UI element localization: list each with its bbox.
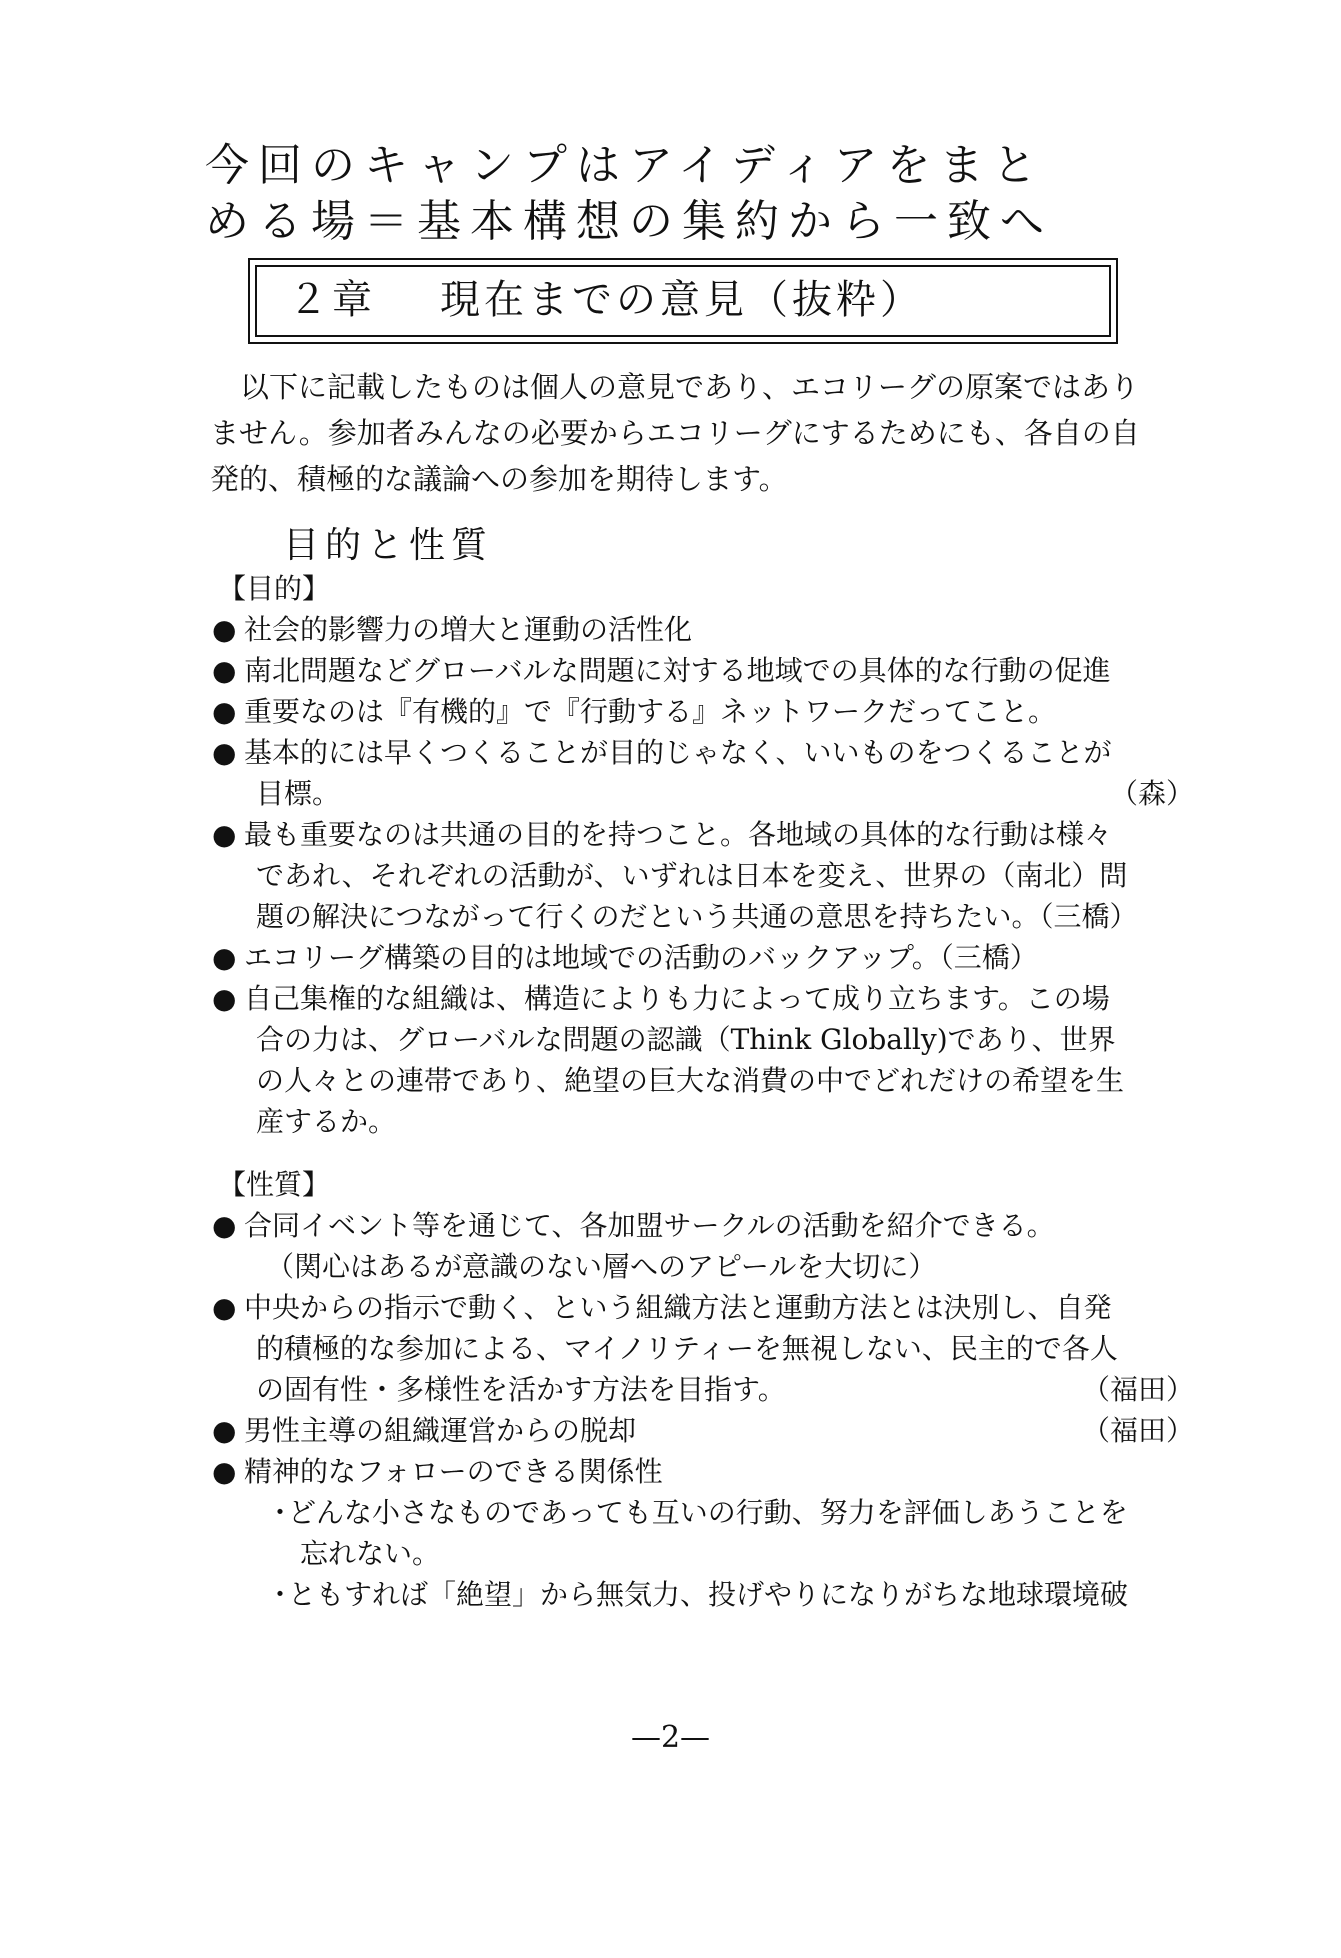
purpose-item — [212, 650, 1212, 691]
bullet-icon: ● — [212, 613, 237, 646]
item-line: エコリーグ構築の目的は地域での活動のバックアップ。（三橋） — [244, 941, 1038, 974]
intro-paragraph — [210, 364, 1200, 502]
item-line: 自己集権的な組織は、構造によりも力によって成り立ちます。この場 — [244, 982, 1110, 1015]
title-line-1: 今回のキャンプはアイディアをまと — [205, 140, 1046, 191]
intro-line: 発的、積極的な議論への参加を期待します。 — [210, 462, 788, 496]
chapter-number: ２章 — [288, 277, 376, 323]
nature-item — [212, 1451, 1212, 1615]
intro-line: 以下に記載したものは個人の意見であり、エコリーグの原案ではあり — [240, 370, 1140, 404]
sub-bullet-icon: ・ — [266, 1496, 295, 1529]
nature-section — [212, 1164, 1212, 1615]
sub-item — [244, 1574, 1212, 1615]
page-title — [205, 138, 1195, 250]
sub-item-line: 忘れない。 — [300, 1537, 441, 1570]
bullet-icon: ● — [212, 1209, 237, 1242]
purpose-item — [212, 732, 1212, 814]
sub-bullet-icon: ・ — [266, 1578, 295, 1611]
chapter-heading-box — [248, 258, 1118, 344]
section-heading: 目的と性質 — [283, 525, 494, 566]
item-line-text: 男性主導の組織運営からの脱却 — [244, 1414, 637, 1447]
bullet-icon: ● — [212, 1414, 237, 1447]
purpose-item — [212, 609, 1212, 650]
purpose-label: 【目的】 — [218, 572, 331, 605]
item-line: 重要なのは『有機的』で『行動する』ネットワークだってこと。 — [244, 695, 1057, 728]
item-line: 中央からの指示で動く、という組織方法と運動方法とは決別し、自発 — [244, 1291, 1112, 1324]
item-line — [244, 1369, 1212, 1410]
item-line — [244, 1410, 1212, 1451]
attribution: （福田） — [1081, 1373, 1194, 1406]
bullet-icon: ● — [212, 695, 237, 728]
purpose-item — [212, 814, 1212, 937]
title-line-2: める場＝基本構想の集約から一致へ — [205, 196, 1053, 247]
purpose-item — [212, 978, 1212, 1142]
nature-label: 【性質】 — [218, 1168, 331, 1201]
intro-line: ません。参加者みんなの必要からエコリーグにするためにも、各自の自 — [210, 416, 1140, 450]
sub-item-line: どんな小さなものであっても互いの行動、努力を評価しあうことを — [288, 1496, 1128, 1529]
item-line: 南北問題などグローバルな問題に対する地域での具体的な行動の促進 — [244, 654, 1111, 687]
bullet-icon: ● — [212, 736, 237, 769]
attribution: （福田） — [1081, 1414, 1194, 1447]
item-line: 合同イベント等を通じて、各加盟サークルの活動を紹介できる。 — [244, 1209, 1055, 1242]
attribution: （森） — [1109, 777, 1194, 810]
purpose-item — [212, 937, 1212, 978]
item-line: （関心はあるが意識のない層へのアピールを大切に） — [266, 1250, 937, 1283]
item-line: 題の解決につながって行くのだという共通の意思を持ちたい。（三橋） — [256, 900, 1138, 933]
page-number: —2— — [630, 1720, 711, 1755]
item-line — [244, 773, 1212, 814]
chapter-heading — [288, 276, 924, 324]
bullet-icon: ● — [212, 1291, 237, 1324]
bullet-icon: ● — [212, 1455, 237, 1488]
item-line: 精神的なフォローのできる関係性 — [244, 1455, 663, 1488]
nature-item — [212, 1287, 1212, 1410]
nature-item — [212, 1205, 1212, 1287]
item-line: 産するか。 — [256, 1105, 397, 1138]
item-line: 最も重要なのは共通の目的を持つこと。各地域の具体的な行動は様々 — [244, 818, 1113, 851]
bullet-icon: ● — [212, 982, 237, 1015]
purpose-item — [212, 691, 1212, 732]
sub-item-line: ともすれば「絶望」から無気力、投げやりになりがちな地球環境破 — [288, 1578, 1129, 1611]
sub-item — [244, 1492, 1212, 1574]
nature-item — [212, 1410, 1212, 1451]
item-line: であれ、それぞれの活動が、いずれは日本を変え、世界の（南北）問 — [256, 859, 1128, 892]
bullet-icon: ● — [212, 818, 237, 851]
chapter-title: 現在までの意見（抜粋） — [440, 277, 924, 323]
item-line: 的積極的な参加による、マイノリティーを無視しない、民主的で各人 — [256, 1332, 1118, 1365]
item-line: 社会的影響力の増大と運動の活性化 — [244, 613, 693, 646]
item-line: 合の力は、グローバルな問題の認識（Think Globally)であり、世界 — [256, 1023, 1116, 1056]
bullet-icon: ● — [212, 654, 237, 687]
item-line: 基本的には早くつくることが目的じゃなく、いいものをつくることが — [244, 736, 1112, 769]
purpose-section — [212, 568, 1212, 1142]
item-line: の人々との連帯であり、絶望の巨大な消費の中でどれだけの希望を生 — [256, 1064, 1125, 1097]
bullet-icon: ● — [212, 941, 237, 974]
item-line-text: 目標。 — [256, 777, 341, 810]
item-line-text: の固有性・多様性を活かす方法を目指す。 — [256, 1373, 786, 1406]
